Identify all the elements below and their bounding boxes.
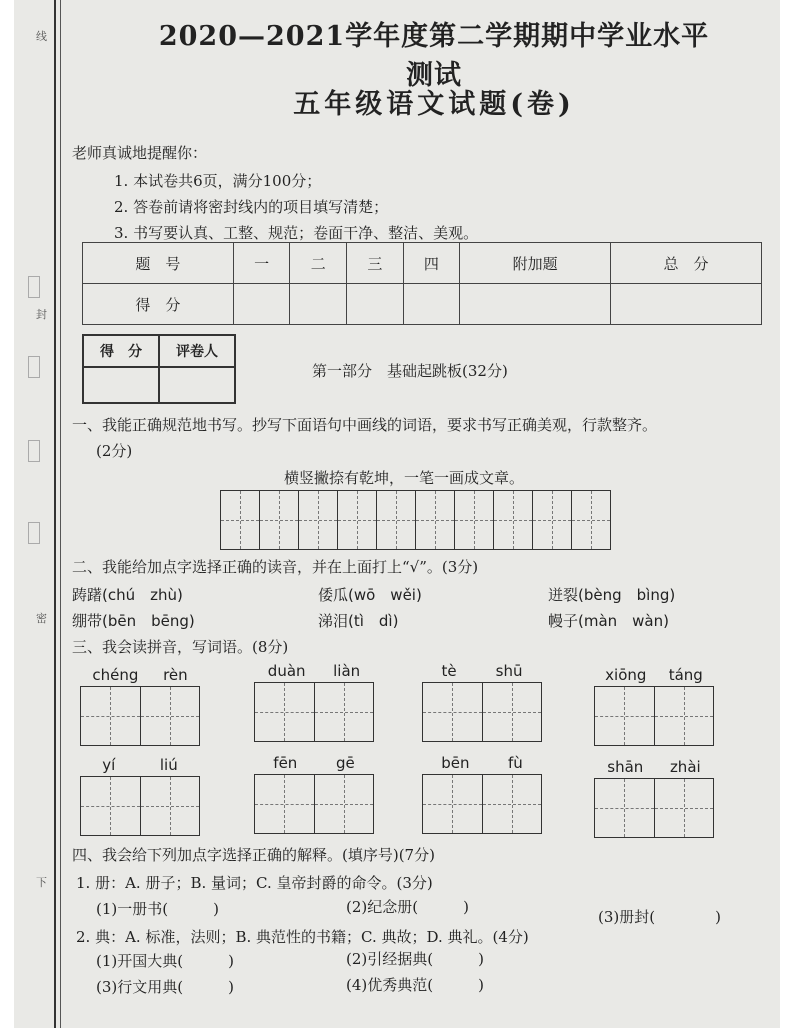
question-4-sub2: 2. 典：A. 标准，法则；B. 典范性的书籍；C. 典故；D. 典礼。(4分) [76,928,529,946]
score-header-cell: 四 [403,243,460,284]
grader-name-label: 评卷人 [159,335,235,367]
pronunciation-item[interactable]: 踌躇(chú zhù) [72,586,183,604]
pronunciation-item[interactable]: 迸裂(bèng bìng) [548,586,676,604]
pinyin: fù [507,754,523,772]
pinyin-box[interactable] [422,662,542,742]
question-2: 二、我能给加点字选择正确的读音，并在上面打上“√”。(3分) [72,558,479,576]
pinyin-box[interactable] [80,666,200,746]
binding-field-mark [28,440,40,462]
pinyin: liú [159,756,178,774]
notice-heading: 老师真诚地提醒你： [72,144,208,162]
pinyin: táng [668,666,703,684]
pinyin-box[interactable] [80,756,200,836]
pinyin-box[interactable] [594,758,714,838]
score-cell[interactable] [290,284,347,325]
question-4-sub1: 1. 册：A. 册子；B. 量词；C. 皇帝封爵的命令。(3分) [76,874,433,892]
exam-page [14,0,780,1028]
pinyin-box[interactable] [422,754,542,834]
score-header-cell: 二 [290,243,347,284]
pinyin: tè [441,662,457,680]
pinyin: shū [495,662,523,680]
pinyin: fēn [273,754,298,772]
question-3: 三、我会读拼音，写词语。(8分) [72,638,289,656]
pinyin-box[interactable] [254,754,374,834]
pronunciation-item[interactable]: 幔子(màn wàn) [548,612,669,630]
pinyin-box[interactable] [594,666,714,746]
answer-item[interactable]: (1)开国大典( ) [96,952,234,970]
score-cell[interactable] [233,284,290,325]
score-header-cell: 附加题 [460,243,611,284]
score-cell[interactable] [347,284,404,325]
pinyin: chéng [92,666,139,684]
score-header-cell: 题 号 [83,243,234,284]
pinyin: gē [335,754,355,772]
grader-box [82,334,236,404]
pinyin: yí [102,756,116,774]
pinyin: liàn [333,662,361,680]
notice-item: 3. 书写要认真、工整、规范；卷面干净、整洁、美观。 [114,224,479,242]
notice-item: 2. 答卷前请将密封线内的项目填写清楚； [114,198,389,216]
pinyin-box[interactable] [254,662,374,742]
score-table [82,242,762,325]
pinyin: duàn [267,662,306,680]
binding-line [54,0,56,1028]
score-cell[interactable] [611,284,762,325]
pronunciation-item[interactable]: 绷带(bēn bēng) [72,612,195,630]
binding-char: 封 [36,308,47,321]
answer-item[interactable]: (3)行文用典( ) [96,978,234,996]
answer-item[interactable]: (1)一册书( ) [96,900,219,918]
exam-subtitle: 五年级语文试题(卷) [293,89,575,120]
answer-item[interactable]: (2)引经据典( ) [346,950,484,968]
notice-item: 1. 本试卷共6页，满分100分； [114,172,322,190]
answer-item[interactable]: (2)纪念册( ) [346,898,469,916]
pinyin: rèn [163,666,188,684]
pinyin: zhài [669,758,701,776]
question-1-points: (2分) [96,442,133,460]
binding-char: 线 [36,30,47,43]
score-header-cell: 总 分 [611,243,762,284]
score-header-cell: 一 [233,243,290,284]
grader-name-cell[interactable] [159,367,235,403]
score-cell[interactable] [403,284,460,325]
binding-char: 密 [36,612,47,625]
binding-char: 下 [36,876,47,889]
binding-line-inner [60,0,61,1028]
answer-item[interactable]: (3)册封( ) [598,908,721,926]
exam-title: 2020—2021学年度第二学期期中学业水平测试 [158,21,710,91]
pronunciation-item[interactable]: 涕泪(tì dì) [318,612,399,630]
question-1: 一、我能正确规范地书写。抄写下面语句中画线的词语，要求书写正确美观，行款整齐。 [72,416,658,434]
score-cell[interactable] [460,284,611,325]
binding-field-mark [28,356,40,378]
grader-score-label: 得 分 [83,335,159,367]
answer-item[interactable]: (4)优秀典范( ) [346,976,484,994]
binding-field-mark [28,522,40,544]
score-header-cell: 三 [347,243,404,284]
pinyin: shān [607,758,644,776]
copy-sentence: 横竖撇捺有乾坤，一笔一画成文章。 [284,469,525,487]
pinyin: xiōng [605,666,647,684]
pronunciation-item[interactable]: 倭瓜(wō wěi) [318,586,422,604]
binding-field-mark [28,276,40,298]
score-row-label: 得 分 [83,284,234,325]
writing-grid[interactable] [220,490,611,550]
pinyin: bēn [441,754,470,772]
grader-score-cell[interactable] [83,367,159,403]
question-4: 四、我会给下列加点字选择正确的解释。(填序号)(7分) [72,846,435,864]
part-title: 第一部分 基础起跳板(32分) [312,362,508,380]
